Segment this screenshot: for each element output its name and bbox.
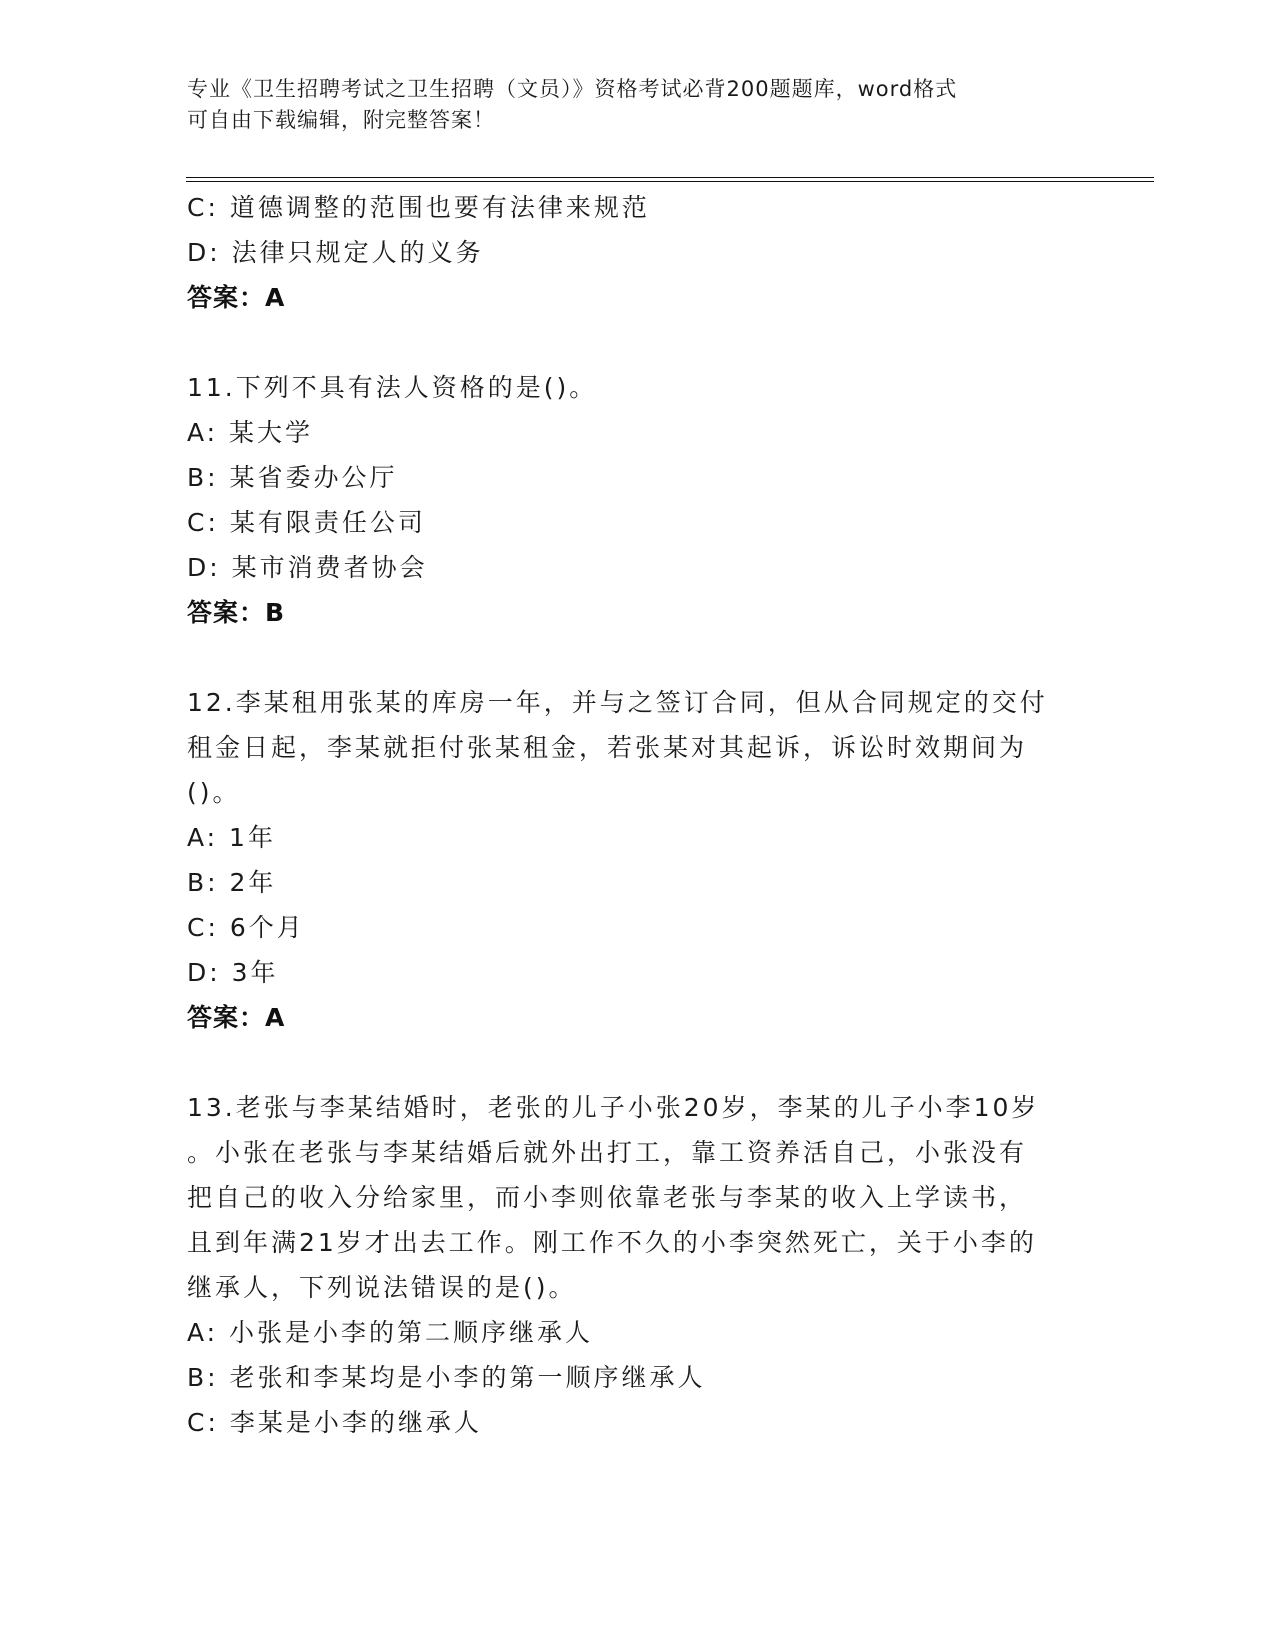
option-d: D: 3年 [187,958,279,987]
question-text-line: 13.老张与李某结婚时，老张的儿子小张20岁，李某的儿子小李10岁 [187,1093,1040,1122]
question-text-line: 12.李某租用张某的库房一年，并与之签订合同，但从合同规定的交付 [187,688,1048,717]
question-text-line: 把自己的收入分给家里，而小李则依靠老张与李某的收入上学读书， [187,1183,1028,1212]
option-b: B: 老张和李某均是小李的第一顺序继承人 [187,1363,706,1392]
answer-label: 答案：B [187,598,286,627]
spacer [187,1040,1087,1085]
spacer [187,635,1087,680]
question-list [187,185,1087,1445]
header-title-line-1: 专业《卫生招聘考试之卫生招聘（文员）》资格考试必背200题题库，word格式 [187,77,958,101]
answer-label: 答案：A [187,1003,286,1032]
option-b: B: 2年 [187,868,277,897]
option-c: C: 李某是小李的继承人 [187,1408,482,1437]
option-a: A: 小张是小李的第二顺序继承人 [187,1318,594,1347]
question-text-line: 且到年满21岁才出去工作。刚工作不久的小李突然死亡，关于小李的 [187,1228,1037,1257]
question-text [187,680,1067,815]
question-13 [187,1085,1087,1445]
question-text [187,1085,1067,1310]
question-text-line: 继承人，下列说法错误的是()。 [187,1273,577,1302]
question-text-line: ()。 [187,778,241,807]
question-text-line: 。小张在老张与李某结婚后就外出打工，靠工资养活自己，小张没有 [187,1138,1028,1167]
spacer [187,320,1087,365]
question-text-line: 11.下列不具有法人资格的是()。 [187,373,598,402]
question-text-line: 租金日起，李某就拒付张某租金，若张某对其起诉，诉讼时效期间为 [187,733,1028,762]
header-title-line-2: 可自由下载编辑，附完整答案！ [187,108,495,132]
question-11 [187,365,1087,635]
header-divider [186,177,1154,182]
option-b: B: 某省委办公厅 [187,463,398,492]
option-d: D: 某市消费者协会 [187,553,428,582]
option-a: A: 某大学 [187,418,314,447]
option-c: C: 某有限责任公司 [187,508,426,537]
question-12 [187,680,1087,1040]
option-a: A: 1年 [187,823,276,852]
question-text [187,365,1067,410]
answer-label: 答案：A [187,283,286,312]
option-d: D: 法律只规定人的义务 [187,238,484,267]
option-c: C: 6个月 [187,913,305,942]
option-c: C: 道德调整的范围也要有法律来规范 [187,193,650,222]
question-10-continued [187,185,1087,320]
document-header [187,74,1067,136]
